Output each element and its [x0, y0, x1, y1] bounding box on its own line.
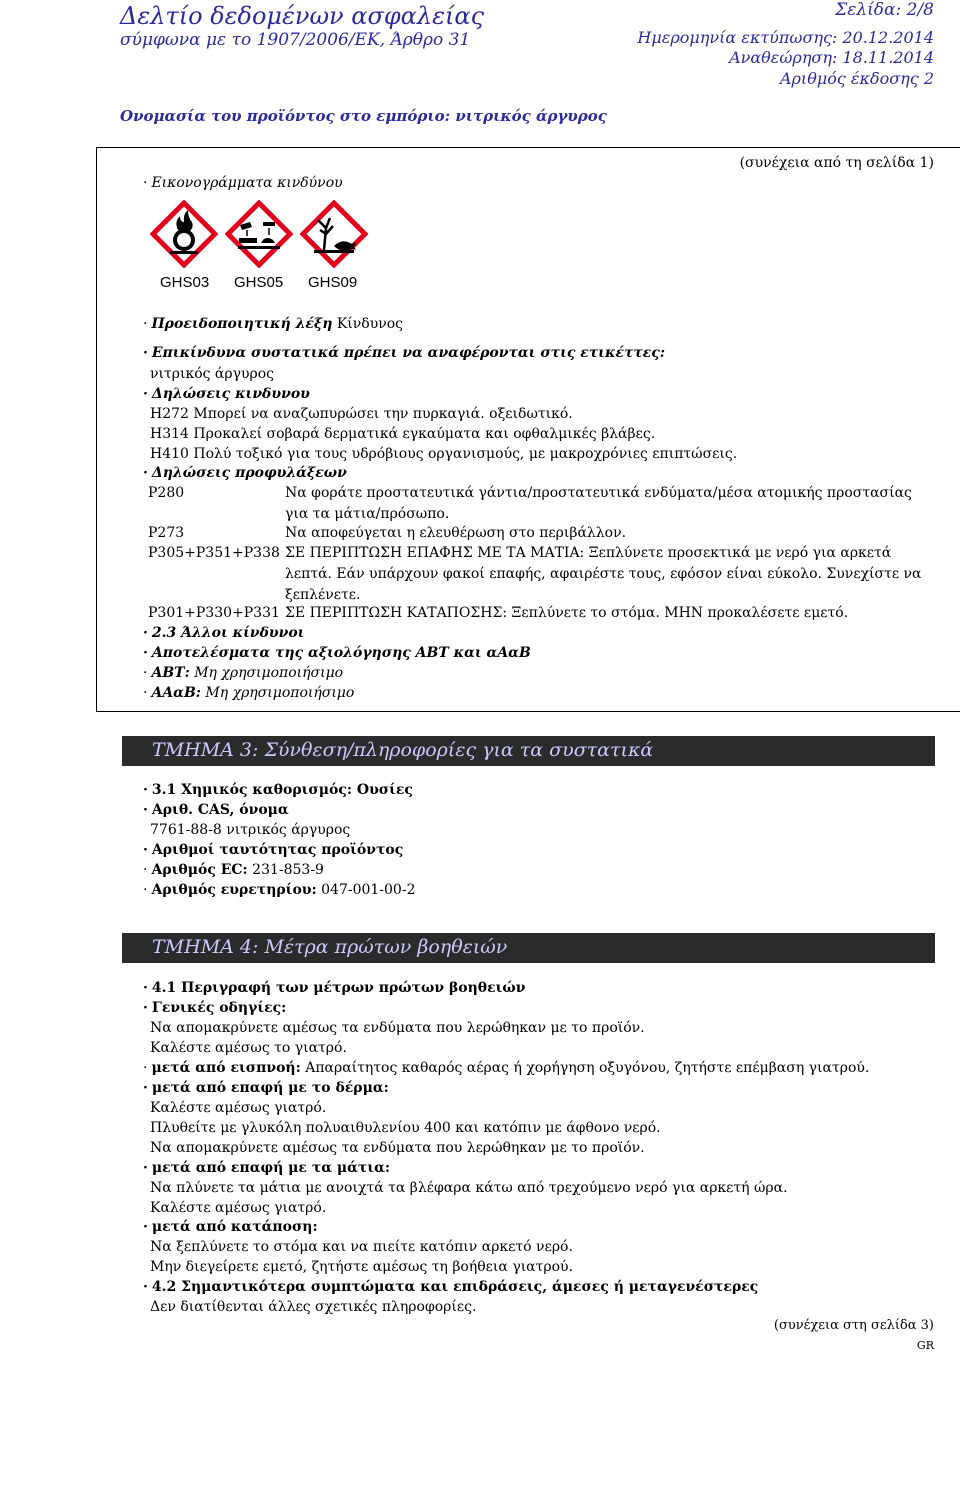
skin-1: Καλέστε αμέσως γιατρό. [150, 1100, 327, 1116]
revision-date: Αναθεώρηση: 18.11.2014 [729, 48, 934, 67]
pbt-label: · Αποτελέσματα της αξιολόγησης ΑΒΤ και αΑαΒ [143, 645, 531, 661]
ids-label: · Αριθμοί ταυτότητας προϊόντος [143, 842, 404, 858]
section3-title: ΤΜΗΜΑ 3: Σύνθεση/πληροφορίες για τα συστατικά [152, 739, 654, 761]
eye-1: Να πλύνετε τα μάτια με ανοιχτά τα βλέφαρα κάτω από τρεχούμενο νερό για αρκετή ώρα. [150, 1180, 788, 1196]
other-hazards: · 2.3 Άλλοι κίνδυνοι [143, 625, 305, 641]
continued-from: (συνέχεια από τη σελίδα 1) [739, 155, 934, 171]
h-statement-h314: H314 Προκαλεί σοβαρά δερματικά εγκαύματα και οφθαλμικές βλάβες. [150, 426, 656, 442]
pbt-row: · ΑΒΤ: Μη χρησιμοποιήσιμο [143, 665, 344, 681]
signal-word: · Προειδοποιητική λέξη Κίνδυνος [143, 316, 404, 332]
symptoms-value: Δεν διατίθενται άλλες σχετικές πληροφορίες. [150, 1299, 477, 1315]
skin-3: Να απομακρύνετε αμέσως τα ενδύματα που λερώθηκαν με το προϊόν. [150, 1140, 645, 1156]
first-aid-desc-label: · 4.1 Περιγραφή των μέτρων πρώτων βοηθειών [143, 980, 526, 996]
vpvb-row: · ΑΑαΒ: Μη χρησιμοποιήσιμο [143, 685, 355, 701]
document-title: Δελτίο δεδομένων ασφαλείας [120, 2, 485, 30]
environment-icon [300, 200, 368, 268]
p-code-p305: P305+P351+P338 [148, 545, 280, 561]
chem-label: · 3.1 Χημικός καθορισμός: Ουσίες [143, 782, 413, 798]
cas-value: 7761-88-8 νιτρικός άργυρος [150, 822, 351, 838]
ec-number: · Αριθμός EC: 231-853-9 [143, 862, 324, 878]
index-number: · Αριθμός ευρετηρίου: 047-001-00-2 [143, 882, 416, 898]
ghs03-label: GHS03 [160, 274, 210, 291]
skin-2: Πλυθείτε με γλυκόλη πολυαιθυλενίου 400 και κατόπιν με άφθονο νερό. [150, 1120, 661, 1136]
p-text-p280: Να φοράτε προστατευτικά γάντια/προστατευτικά ενδύματα/μέσα ατομικής προστασίας για τα μάτια/πρόσωπο. [285, 485, 912, 522]
p-code-p273: P273 [148, 525, 185, 541]
ghs05-label: GHS05 [234, 274, 284, 291]
p-code-p301: P301+P330+P331 [148, 605, 280, 621]
eye-2: Καλέστε αμέσως γιατρό. [150, 1200, 327, 1216]
ghs09-label: GHS09 [308, 274, 358, 291]
symptoms-label: · 4.2 Σημαντικότερα συμπτώματα και επιδράσεις, άμεσες ή μεταγενέστερες [143, 1279, 759, 1295]
language-code: GR [916, 1339, 934, 1352]
continued-to: (συνέχεια στη σελίδα 3) [773, 1318, 934, 1333]
components-label: · Επικίνδυνα συστατικά πρέπει να αναφέρονται στις ετικέττες: [143, 345, 665, 361]
general-1: Να απομακρύνετε αμέσως τα ενδύματα που λερώθηκαν με το προϊόν. [150, 1020, 645, 1036]
skin-label: · μετά από επαφή με το δέρμα: [143, 1080, 389, 1096]
version-number: Αριθμός έκδοσης 2 [779, 69, 934, 88]
p-text-p305: ΣΕ ΠΕΡΙΠΤΩΣΗ ΕΠΑΦΗΣ ΜΕ ΤΑ ΜΑΤΙΑ: Ξεπλύνετε προσεκτικά με νερό για αρκετά λεπτά. Εάν υπάρχουν φακοί επαφής, αφαιρέστε τους, εφόσον είναι εύκολο. Συνεχίστε να ξεπλένετε. [285, 545, 922, 603]
cas-label: · Αριθ. CAS, όνομα [143, 802, 289, 818]
inhalation-row: · μετά από εισπνοή: Απαραίτητος καθαρός αέρας ή χορήγηση οξυγόνου, ζητήστε επέμβαση γιατρού. [143, 1060, 870, 1076]
print-date: Ημερομηνία εκτύπωσης: 20.12.2014 [637, 28, 934, 47]
swallow-1: Να ξεπλύνετε το στόμα και να πιείτε κατόπιν αρκετό νερό. [150, 1239, 573, 1255]
h-statement-h410: H410 Πολύ τοξικό για τους υδρόβιους οργανισμούς, με μακροχρόνιες επιπτώσεις. [150, 446, 738, 462]
pictograms-label: · Εικονογράμματα κινδύνου [143, 175, 343, 191]
p-text-p273: Να αποφεύγεται η ελευθέρωση στο περιβάλλον. [285, 525, 627, 541]
page-number: Σελίδα: 2/8 [835, 0, 934, 20]
p-code-p280: P280 [148, 485, 185, 501]
product-name: Ονομασία του προϊόντος στο εμπόριο: νιτρικός άργυρος [120, 107, 607, 125]
document-subtitle: σύμφωνα με το 1907/2006/ΕΚ, Άρθρο 31 [120, 30, 471, 50]
flame-over-circle-icon [150, 200, 218, 268]
h-statements-label: · Δηλώσεις κινδυνου [143, 386, 310, 402]
swallow-label: · μετά από κατάποση: [143, 1219, 318, 1235]
swallow-2: Μην διεγείρετε εμετό, ζητήστε αμέσως τη βοήθεια γιατρού. [150, 1259, 574, 1275]
eye-label: · μετά από επαφή με τα μάτια: [143, 1160, 391, 1176]
general-2: Καλέστε αμέσως το γιατρό. [150, 1040, 347, 1056]
component-name: νιτρικός άργυρος [150, 366, 274, 382]
p-statements-label: · Δηλώσεις προφυλάξεων [143, 465, 347, 481]
h-statement-h272: H272 Μπορεί να αναζωπυρώσει την πυρκαγιά. οξειδωτικό. [150, 406, 573, 422]
section4-title: ΤΜΗΜΑ 4: Μέτρα πρώτων βοηθειών [152, 936, 508, 958]
general-label: · Γενικές οδηγίες: [143, 1000, 287, 1016]
p-text-p301: ΣΕ ΠΕΡΙΠΤΩΣΗ ΚΑΤΑΠΟΣΗΣ: Ξεπλύνετε το στόμα. ΜΗΝ προκαλέσετε εμετό. [285, 605, 849, 621]
corrosion-icon [225, 200, 293, 268]
